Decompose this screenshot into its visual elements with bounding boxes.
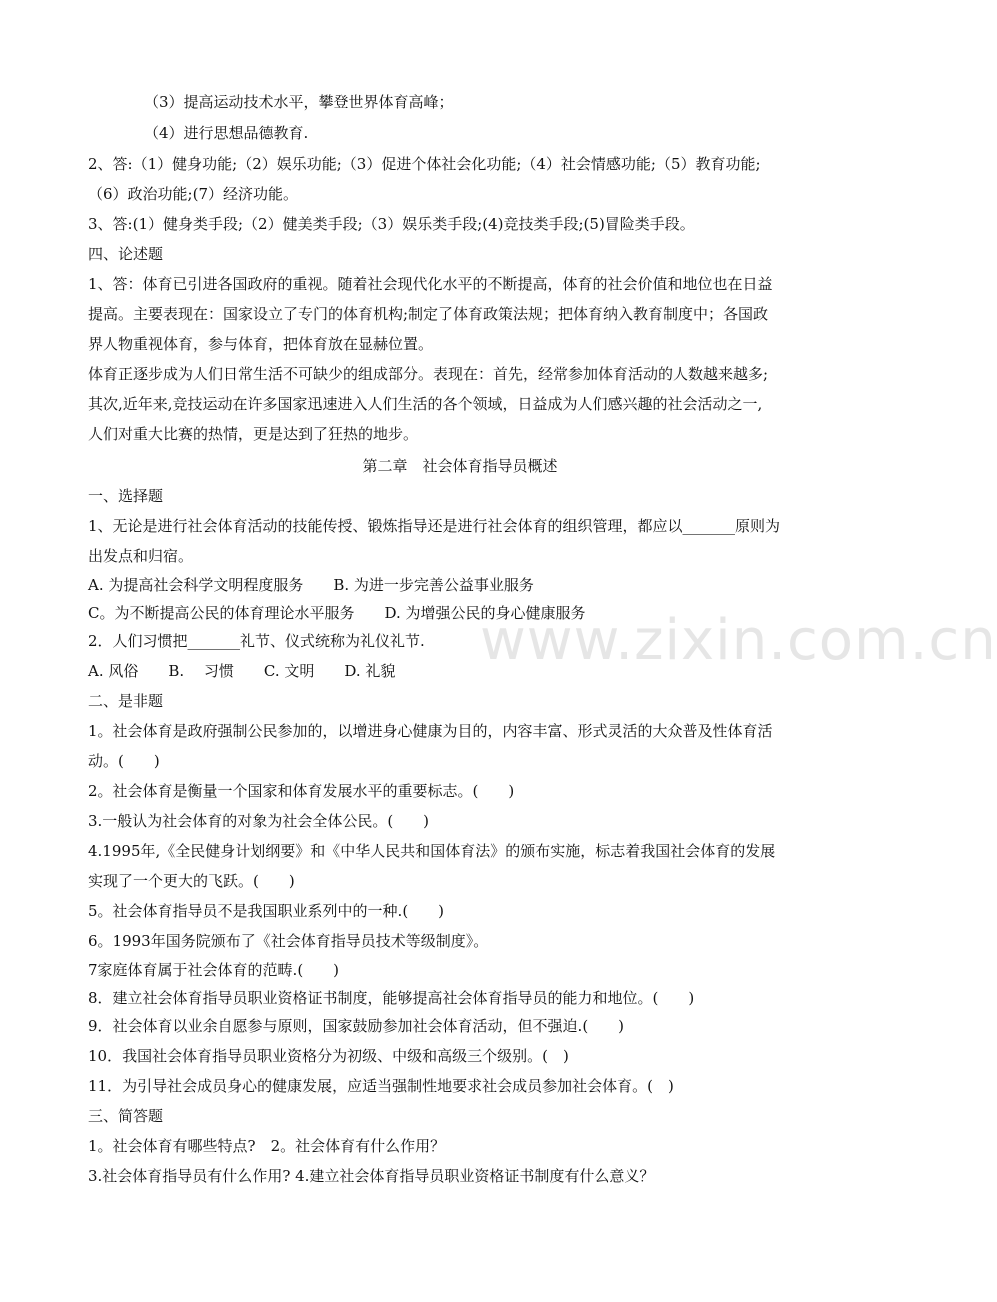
answer-3: 3、答:(1）健身类手段;（2）健美类手段;（3）娱乐类手段;(4)竞技类手段;(5)冒险类手段。	[88, 215, 695, 233]
choice-options-cd: C。为不断提高公民的体育理论水平服务 D. 为增强公民的身心健康服务	[88, 604, 586, 622]
tf-question-1-line-1: 1。社会体育是政府强制公民参加的，以增进身心健康为目的，内容丰富、形式灵活的大众普及性体育活	[88, 722, 773, 740]
section-heading-choice: 一、选择题	[88, 487, 164, 505]
section-heading-short-answer: 三、简答题	[88, 1107, 164, 1125]
tf-question-7: 7家庭体育属于社会体育的范畴.( )	[88, 961, 340, 979]
choice-options-ab: A. 为提高社会科学文明程度服务 B. 为进一步完善公益事业服务	[88, 576, 534, 594]
tf-question-9: 9．社会体育以业余自愿参与原则，国家鼓励参加社会体育活动，但不强迫.( )	[88, 1017, 625, 1035]
answer-2-line-2: （6）政治功能;(7）经济功能。	[88, 185, 298, 203]
section-heading-true-false: 二、是非题	[88, 692, 164, 710]
tf-question-6: 6。1993年国务院颁布了《社会体育指导员技术等级制度》。	[88, 932, 489, 950]
choice-question-2: 2．人们习惯把_______礼节、仪式统称为礼仪礼节.	[88, 632, 425, 650]
essay-answer-line-2: 提高。主要表现在：国家设立了专门的体育机构;制定了体育政策法规；把体育纳入教育制度中；各国政	[88, 305, 769, 323]
choice-question-1-line-1: 1、无论是进行社会体育活动的技能传授、锻炼指导还是进行社会体育的组织管理，都应以_______原则为	[88, 517, 781, 535]
tf-question-10: 10．我国社会体育指导员职业资格分为初级、中级和高级三个级别。( )	[88, 1047, 569, 1065]
tf-question-2: 2。社会体育是衡量一个国家和体育发展水平的重要标志。( )	[88, 782, 515, 800]
essay-answer-line-5: 其次,近年来,竞技运动在许多国家迅速进入人们生活的各个领域，日益成为人们感兴趣的社会活动之一,	[88, 395, 763, 413]
tf-question-11: 11．为引导社会成员身心的健康发展，应适当强制性地要求社会成员参加社会体育。( )	[88, 1077, 674, 1095]
answer-item-3: （3）提高运动技术水平，攀登世界体育高峰；	[144, 93, 454, 111]
tf-question-4-line-1: 4.1995年,《全民健身计划纲要》和《中华人民共和国体育法》的颁布实施，标志着我国社会体育的发展	[88, 842, 776, 860]
essay-answer-line-6: 人们对重大比赛的热情，更是达到了狂热的地步。	[88, 425, 419, 443]
essay-answer-line-3: 界人物重视体育，参与体育，把体育放在显赫位置。	[88, 335, 434, 353]
essay-answer-line-4: 体育正逐步成为人们日常生活不可缺少的组成部分。表现在：首先，经常参加体育活动的人数越来越多;	[88, 365, 769, 383]
section-heading-essay: 四、论述题	[88, 245, 164, 263]
answer-item-4: （4）进行思想品德教育.	[144, 124, 309, 142]
essay-answer-line-1: 1、答：体育已引进各国政府的重视。随着社会现代化水平的不断提高，体育的社会价值和地位也在日益	[88, 275, 773, 293]
short-answer-questions-1-2: 1。社会体育有哪些特点? 2。社会体育有什么作用？	[88, 1137, 446, 1155]
tf-question-4-line-2: 实现了一个更大的飞跃。( )	[88, 872, 295, 890]
tf-question-3: 3.一般认为社会体育的对象为社会全体公民。( )	[88, 812, 430, 830]
tf-question-1-line-2: 动。( )	[88, 752, 160, 770]
tf-question-8: 8．建立社会体育指导员职业资格证书制度，能够提高社会体育指导员的能力和地位。( )	[88, 989, 695, 1007]
choice-question-1-line-2: 出发点和归宿。	[88, 547, 194, 565]
chapter-title: 第二章 社会体育指导员概述	[362, 457, 558, 475]
short-answer-questions-3-4: 3.社会体育指导员有什么作用? 4.建立社会体育指导员职业资格证书制度有什么意义？	[88, 1167, 655, 1185]
choice-question-2-options: A. 风俗 B. 习惯 C. 文明 D. 礼貌	[88, 662, 396, 680]
watermark: www.zixin.com.cn	[480, 608, 997, 673]
answer-2-line-1: 2、答:（1）健身功能;（2）娱乐功能;（3）促进个体社会化功能;（4）社会情感功能;（5）教育功能;	[88, 155, 761, 173]
tf-question-5: 5。社会体育指导员不是我国职业系列中的一种.( )	[88, 902, 445, 920]
